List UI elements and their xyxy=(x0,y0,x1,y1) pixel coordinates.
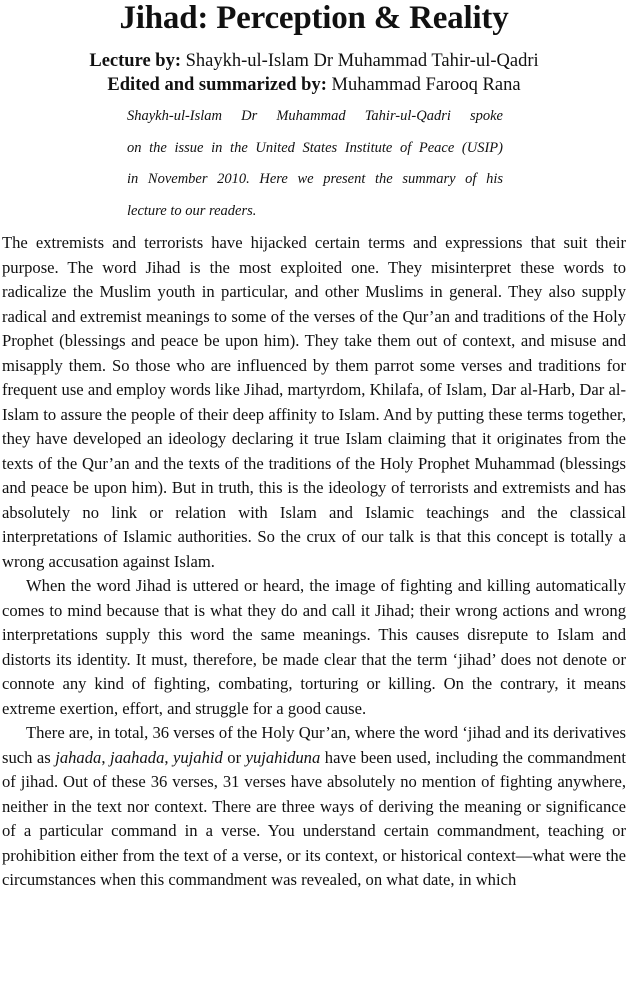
italic-term: jahada xyxy=(55,747,102,767)
body-paragraph xyxy=(2,721,626,893)
lecture-label: Lecture by: xyxy=(89,51,181,71)
intro-line: Shaykh-ul-Islam Dr Muhammad Tahir-ul-Qadri spoke xyxy=(127,108,503,124)
edited-label: Edited and summarized by: xyxy=(107,74,327,95)
intro-line: in November 2010. Here we present the summary of his xyxy=(127,171,503,187)
edited-name: Muhammad Farooq Rana xyxy=(326,74,521,95)
intro-line: on the issue in the United States Institute of Peace (USIP) xyxy=(127,139,503,156)
text-run: There are, in total, 36 verses of the Holy Qur’an, where the word ‘jihad and its derivatives such as xyxy=(2,723,626,767)
italic-term: yujahid xyxy=(173,747,223,767)
article-body xyxy=(2,231,626,893)
text-run: have been used, including the commandment of jihad. Out of these 36 verses, 31 verses have absolutely no mention of fighting anywhere, neither in the text nor context. There are three ways of deriving the meaning or significance of a particular command in a verse. You understand certain commandment, teaching or prohibition either from the text of a verse, or its context, or historical context—what were the circumstances when this commandment was revealed, on what date, in which xyxy=(2,747,626,889)
text-run: , xyxy=(164,747,174,767)
body-paragraph: When the word Jihad is uttered or heard, the image of fighting and killing automatically comes to mind because that is what they do and call it Jihad; their wrong actions and wrong interpretations supply this word the same meanings. This causes disrepute to Islam and distorts its identity. It must, therefore, be made clear that the term ‘jihad’ does not denote or connote any kind of fighting, combating, torturing or killing. On the contrary, it means extreme exertion, effort, and struggle for a good cause. xyxy=(2,576,626,718)
lecture-credit xyxy=(2,50,626,74)
article-title: Jihad: Perception & Reality xyxy=(119,0,509,36)
intro-line: lecture to our readers. xyxy=(127,202,257,219)
byline xyxy=(2,50,626,97)
text-run: , xyxy=(101,747,110,767)
lecture-name: Shaykh-ul-Islam Dr Muhammad Tahir-ul-Qadri xyxy=(180,51,539,71)
intro-summary xyxy=(127,101,503,227)
body-paragraph: The extremists and terrorists have hijacked certain terms and expressions that suit their purpose. The word Jihad is the most exploited one. They misinterpret these words to radicalize the Muslim youth in particular, and other Muslims in general. They also supply radical and extremist meanings to some of the verses of the Qur’an and traditions of the Holy Prophet (blessings and peace be upon him). They take them out of context, and misuse and misapply them. So those who are influenced by them parrot some verses and traditions for frequent use and employ words like Jihad, martyrdom, Khilafa, of Islam, Dar al-Harb, Dar al-Islam to assure the people of their deep affinity to Islam. And by putting these terms together, they have developed an ideology declaring it true Islam claiming that it originates from the texts of the Qur’an and the texts of the traditions of the Holy Prophet Muhammad (blessings and peace be upon him). But in truth, this is the ideology of terrorists and extremists and has absolutely no link or relation with Islam and Islamic teachings and the classical interpretations of Islamic authorities. So the crux of our talk is that this concept is totally a wrong accusation against Islam. xyxy=(2,233,626,571)
editor-credit xyxy=(2,74,626,98)
italic-term: yujahiduna xyxy=(245,747,321,767)
text-run: or xyxy=(222,747,246,767)
italic-term: jaahada xyxy=(109,747,165,767)
